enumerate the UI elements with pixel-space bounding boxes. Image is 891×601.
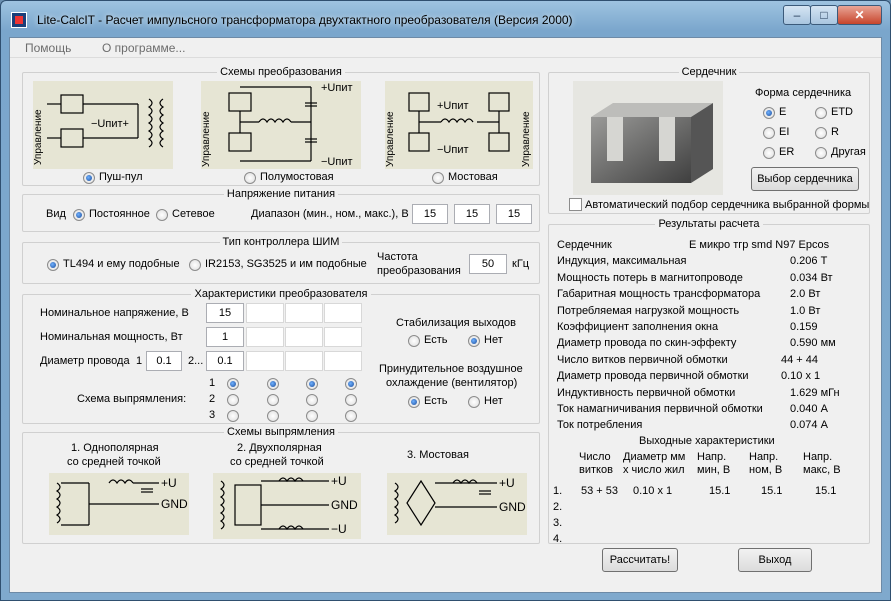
result-label: Ток потребления [557, 419, 643, 432]
core-shape-ei-label[interactable]: EI [779, 126, 790, 138]
output-cell-turns: 53 + 53 [581, 485, 619, 497]
rect-out4-row2-radio[interactable] [345, 394, 357, 406]
result-value: 2.0 Вт [790, 288, 821, 301]
scheme-push-pull-label[interactable]: Пуш-пул [99, 171, 143, 183]
pwm-group [22, 236, 540, 284]
rect1-uplus: +U [161, 476, 177, 490]
core-shape-r-label[interactable]: R [831, 126, 839, 138]
pp-supply-label: −Uпит+ [91, 118, 129, 130]
rect1-title-l1: 1. Однополярная [71, 442, 159, 454]
menu-bar [10, 38, 881, 58]
output-cell-n: 3. [553, 517, 563, 529]
pp-control-label: Управление [33, 109, 44, 165]
output-cell-n: 2. [553, 501, 563, 513]
core-title: Сердечник [679, 66, 740, 78]
supply-dc-radio[interactable] [73, 209, 85, 221]
result-label: Потребляемая нагрузкой мощность [557, 304, 740, 317]
result-label: Индукция, максимальная [557, 255, 687, 268]
rect1-diagram [49, 473, 189, 535]
full-bridge-diagram [385, 81, 533, 169]
schemes-title: Схемы преобразования [217, 66, 345, 78]
result-value: 1.0 Вт [790, 304, 821, 317]
wire-input-primary[interactable]: 0.1 [146, 351, 182, 371]
result-label: Диаметр провода по скин-эффекту [557, 337, 737, 350]
rectifiers-title: Схемы выпрямления [224, 426, 338, 438]
rect-out1-row1-radio[interactable] [227, 378, 239, 390]
rect-out1-row3-radio[interactable] [227, 410, 239, 422]
nom-power-input-2[interactable] [246, 327, 284, 347]
hb-uminus-label: −Uпит [321, 156, 353, 168]
client-area [9, 37, 882, 593]
stab-yes-label[interactable]: Есть [424, 334, 448, 346]
core-shape-other-label[interactable]: Другая [831, 146, 866, 158]
output-column-header: Напр. [803, 451, 833, 463]
fb-uplus-label: +Uпит [437, 100, 469, 112]
supply-mains-radio[interactable] [156, 209, 168, 221]
rect3-uplus: +U [499, 476, 515, 490]
stab-yes-radio[interactable] [408, 335, 420, 347]
output-cell-vnom: 15.1 [761, 485, 783, 497]
supply-max-input[interactable]: 15 [496, 204, 532, 224]
wire-index-1: 1 [136, 355, 143, 367]
output-cell-vmax: 15.1 [815, 485, 837, 497]
maximize-button[interactable]: □ [810, 5, 838, 25]
nom-voltage-label: Номинальное напряжение, В [40, 307, 189, 319]
output-column-header: витков [579, 464, 613, 476]
stab-no-label[interactable]: Нет [484, 334, 503, 346]
rect3-schematic [387, 473, 527, 535]
fb-control-label-right: Управление [521, 111, 532, 167]
rect2-gnd: GND [331, 498, 358, 512]
auto-core-label[interactable]: Автоматический подбор сердечника выбранной формы [585, 199, 870, 211]
fb-uminus-label: −Uпит [437, 144, 469, 156]
result-value: 0.590 мм [790, 337, 836, 350]
pwm-tl494-label[interactable]: TL494 и ему подобные [63, 258, 180, 270]
converter-group [22, 288, 540, 424]
rect2-schematic [213, 473, 361, 539]
result-value: 0.159 [790, 321, 818, 333]
rect2-diagram [213, 473, 361, 539]
menu-help[interactable]: Помощь [25, 41, 72, 55]
output-column-header: макс, В [803, 464, 841, 476]
core-shape-title: Форма сердечника [755, 87, 852, 99]
output-cell-wire: 0.10 x 1 [633, 485, 673, 497]
scheme-full-bridge-radio[interactable] [432, 172, 444, 184]
wire-input-1[interactable]: 0.1 [206, 351, 244, 371]
result-label: Ток намагничивания первичной обмотки [557, 403, 763, 415]
rect-out1-row2-radio[interactable] [227, 394, 239, 406]
result-value: 0.206 Т [790, 255, 828, 268]
window-title: Lite-CalcIT - Расчет импульсного трансформатора двухтактного преобразователя (Версия 2000) [37, 13, 573, 27]
core-shape-other-radio[interactable] [815, 147, 827, 159]
output-cell-vmin: 15.1 [709, 485, 731, 497]
core-shape-etd-radio[interactable] [815, 107, 827, 119]
scheme-full-bridge-label[interactable]: Мостовая [448, 171, 498, 183]
result-value: 44 + 44 [781, 353, 819, 366]
rect3-title: 3. Мостовая [407, 449, 469, 461]
nom-voltage-input-4[interactable] [324, 303, 362, 323]
fb-control-label-left: Управление [385, 111, 396, 167]
half-bridge-diagram [201, 81, 361, 169]
result-label: Мощность потерь в магнитопроводе [557, 271, 743, 284]
rect-out2-row1-radio[interactable] [267, 378, 279, 390]
cool-yes-radio[interactable] [408, 396, 420, 408]
hb-uplus-label: +Uпит [321, 82, 353, 94]
rect-out2-row3-radio[interactable] [267, 410, 279, 422]
rect2-title-l2: со средней точкой [230, 456, 324, 468]
result-label: Индуктивность первичной обмотки [557, 386, 736, 399]
supply-kind-label: Вид [46, 208, 66, 220]
rect-row-3: 3 [209, 409, 216, 421]
cool-no-radio[interactable] [468, 396, 480, 408]
output-column-header: Число [579, 451, 611, 463]
result-value: 0.10 x 1 [781, 370, 821, 383]
auto-core-checkbox[interactable] [569, 198, 582, 211]
results-title: Результаты расчета [655, 218, 762, 230]
pwm-freq-input[interactable]: 50 [469, 254, 507, 274]
schemes-group [22, 66, 540, 186]
wire-input-3[interactable] [285, 351, 323, 371]
outputs-title: Выходные характеристики [639, 435, 775, 447]
nom-power-input-4[interactable] [324, 327, 362, 347]
cool-title-1: Принудительное воздушное [379, 363, 523, 375]
wire-label: Диаметр провода [40, 355, 130, 367]
rect-out3-row2-radio[interactable] [306, 394, 318, 406]
core-shape-er-label[interactable]: ER [779, 146, 795, 158]
core-shape-r-radio[interactable] [815, 127, 827, 139]
core-shape-e-label[interactable]: E [779, 106, 787, 118]
scheme-push-pull-radio[interactable] [83, 172, 95, 184]
rectifiers-group [22, 426, 540, 544]
title-bar[interactable] [1, 1, 890, 37]
output-column-header: ном, В [749, 464, 783, 476]
output-cell-n: 4. [553, 533, 563, 545]
rect-out4-row3-radio[interactable] [345, 410, 357, 422]
rect1-gnd: GND [161, 497, 188, 511]
result-label: Коэффициент заполнения окна [557, 321, 719, 333]
supply-title: Напряжение питания [224, 188, 338, 200]
supply-range-label: Диапазон (мин., ном., макс.), В [251, 208, 409, 220]
scheme-half-bridge-label[interactable]: Полумостовая [260, 171, 334, 183]
pwm-ir2153-label[interactable]: IR2153, SG3525 и им подобные [205, 258, 367, 270]
pwm-tl494-radio[interactable] [47, 259, 59, 271]
output-column-header: Напр. [749, 451, 779, 463]
output-cell-n: 1. [553, 485, 563, 497]
rect-out2-row2-radio[interactable] [267, 394, 279, 406]
stab-title: Стабилизация выходов [396, 317, 516, 329]
push-pull-schematic [33, 81, 173, 169]
result-label: Число витков первичной обмотки [557, 353, 728, 366]
scheme-half-bridge-radio[interactable] [244, 172, 256, 184]
cool-title-2: охлаждение (вентилятор) [386, 377, 518, 389]
cool-yes-label[interactable]: Есть [424, 395, 448, 407]
core-shape-ei-radio[interactable] [763, 127, 775, 139]
rect-out3-row3-radio[interactable] [306, 410, 318, 422]
rect3-gnd: GND [499, 500, 526, 514]
wire-input-4[interactable] [324, 351, 362, 371]
e-core-picture [573, 81, 723, 195]
push-pull-diagram [33, 81, 173, 169]
core-shape-etd-label[interactable]: ETD [831, 106, 853, 118]
rect2-uminus: −U [331, 522, 347, 536]
output-column-header: мин, В [697, 464, 731, 476]
supply-group [22, 188, 540, 232]
rect1-schematic [49, 473, 189, 535]
nom-power-input-1[interactable]: 1 [206, 327, 244, 347]
output-column-header: х число жил [623, 464, 685, 476]
close-button[interactable]: ✕ [837, 5, 882, 25]
pwm-title: Тип контроллера ШИМ [220, 236, 343, 248]
rect-scheme-label: Схема выпрямления: [77, 393, 187, 405]
pwm-ir2153-radio[interactable] [189, 259, 201, 271]
wire-input-2[interactable] [246, 351, 284, 371]
nom-power-label: Номинальная мощность, Вт [40, 331, 183, 343]
result-value: E микро тгр smd N97 Epcos [689, 239, 830, 251]
rect2-title-l1: 2. Двухполярная [237, 442, 322, 454]
half-bridge-schematic [201, 81, 361, 169]
results-group [548, 218, 870, 545]
full-bridge-schematic [385, 81, 533, 169]
hb-control-label: Управление [201, 111, 212, 167]
app-icon [11, 12, 27, 28]
core-shape-e-radio[interactable] [763, 107, 775, 119]
minimize-button[interactable]: ‒ [783, 5, 811, 25]
result-value: 0.074 А [790, 419, 828, 432]
supply-nom-input[interactable]: 15 [454, 204, 490, 224]
menu-about[interactable]: О программе... [102, 41, 186, 55]
pwm-freq-unit: кГц [512, 258, 530, 270]
select-core-button[interactable]: Выбор сердечника [751, 167, 859, 191]
rect-out3-row1-radio[interactable] [306, 378, 318, 390]
calculate-button[interactable]: Рассчитать! [602, 548, 678, 572]
output-column-header: Диаметр мм [623, 451, 686, 463]
core-image [573, 81, 723, 195]
result-value: 0.040 А [790, 403, 828, 415]
rect-out4-row1-radio[interactable] [345, 378, 357, 390]
result-value: 0.034 Вт [790, 271, 833, 284]
wire-index-2: 2... [188, 355, 204, 367]
supply-dc-label[interactable]: Постоянное [89, 208, 150, 220]
pwm-freq-label-2: преобразования [377, 265, 461, 277]
result-label: Сердечник [557, 239, 612, 251]
supply-min-input[interactable]: 15 [412, 204, 448, 224]
cool-no-label[interactable]: Нет [484, 395, 503, 407]
pwm-freq-label-1: Частота [377, 251, 418, 263]
supply-mains-label[interactable]: Сетевое [172, 208, 215, 220]
converter-title: Характеристики преобразователя [191, 288, 370, 300]
result-value: 1.629 мГн [790, 386, 840, 399]
stab-no-radio[interactable] [468, 335, 480, 347]
rect3-diagram [387, 473, 527, 535]
nom-voltage-input-1[interactable]: 15 [206, 303, 244, 323]
rect-row-2: 2 [209, 393, 216, 405]
nom-voltage-input-2[interactable] [246, 303, 284, 323]
exit-button[interactable]: Выход [738, 548, 812, 572]
core-shape-er-radio[interactable] [763, 147, 775, 159]
result-label: Габаритная мощность трансформатора [557, 288, 761, 301]
rect1-title-l2: со средней точкой [67, 456, 161, 468]
result-label: Диаметр провода первичной обмотки [557, 370, 749, 383]
nom-power-input-3[interactable] [285, 327, 323, 347]
rect-row-1: 1 [209, 377, 216, 389]
core-group [548, 66, 870, 214]
rect2-uplus: +U [331, 474, 347, 488]
output-column-header: Напр. [697, 451, 727, 463]
nom-voltage-input-3[interactable] [285, 303, 323, 323]
